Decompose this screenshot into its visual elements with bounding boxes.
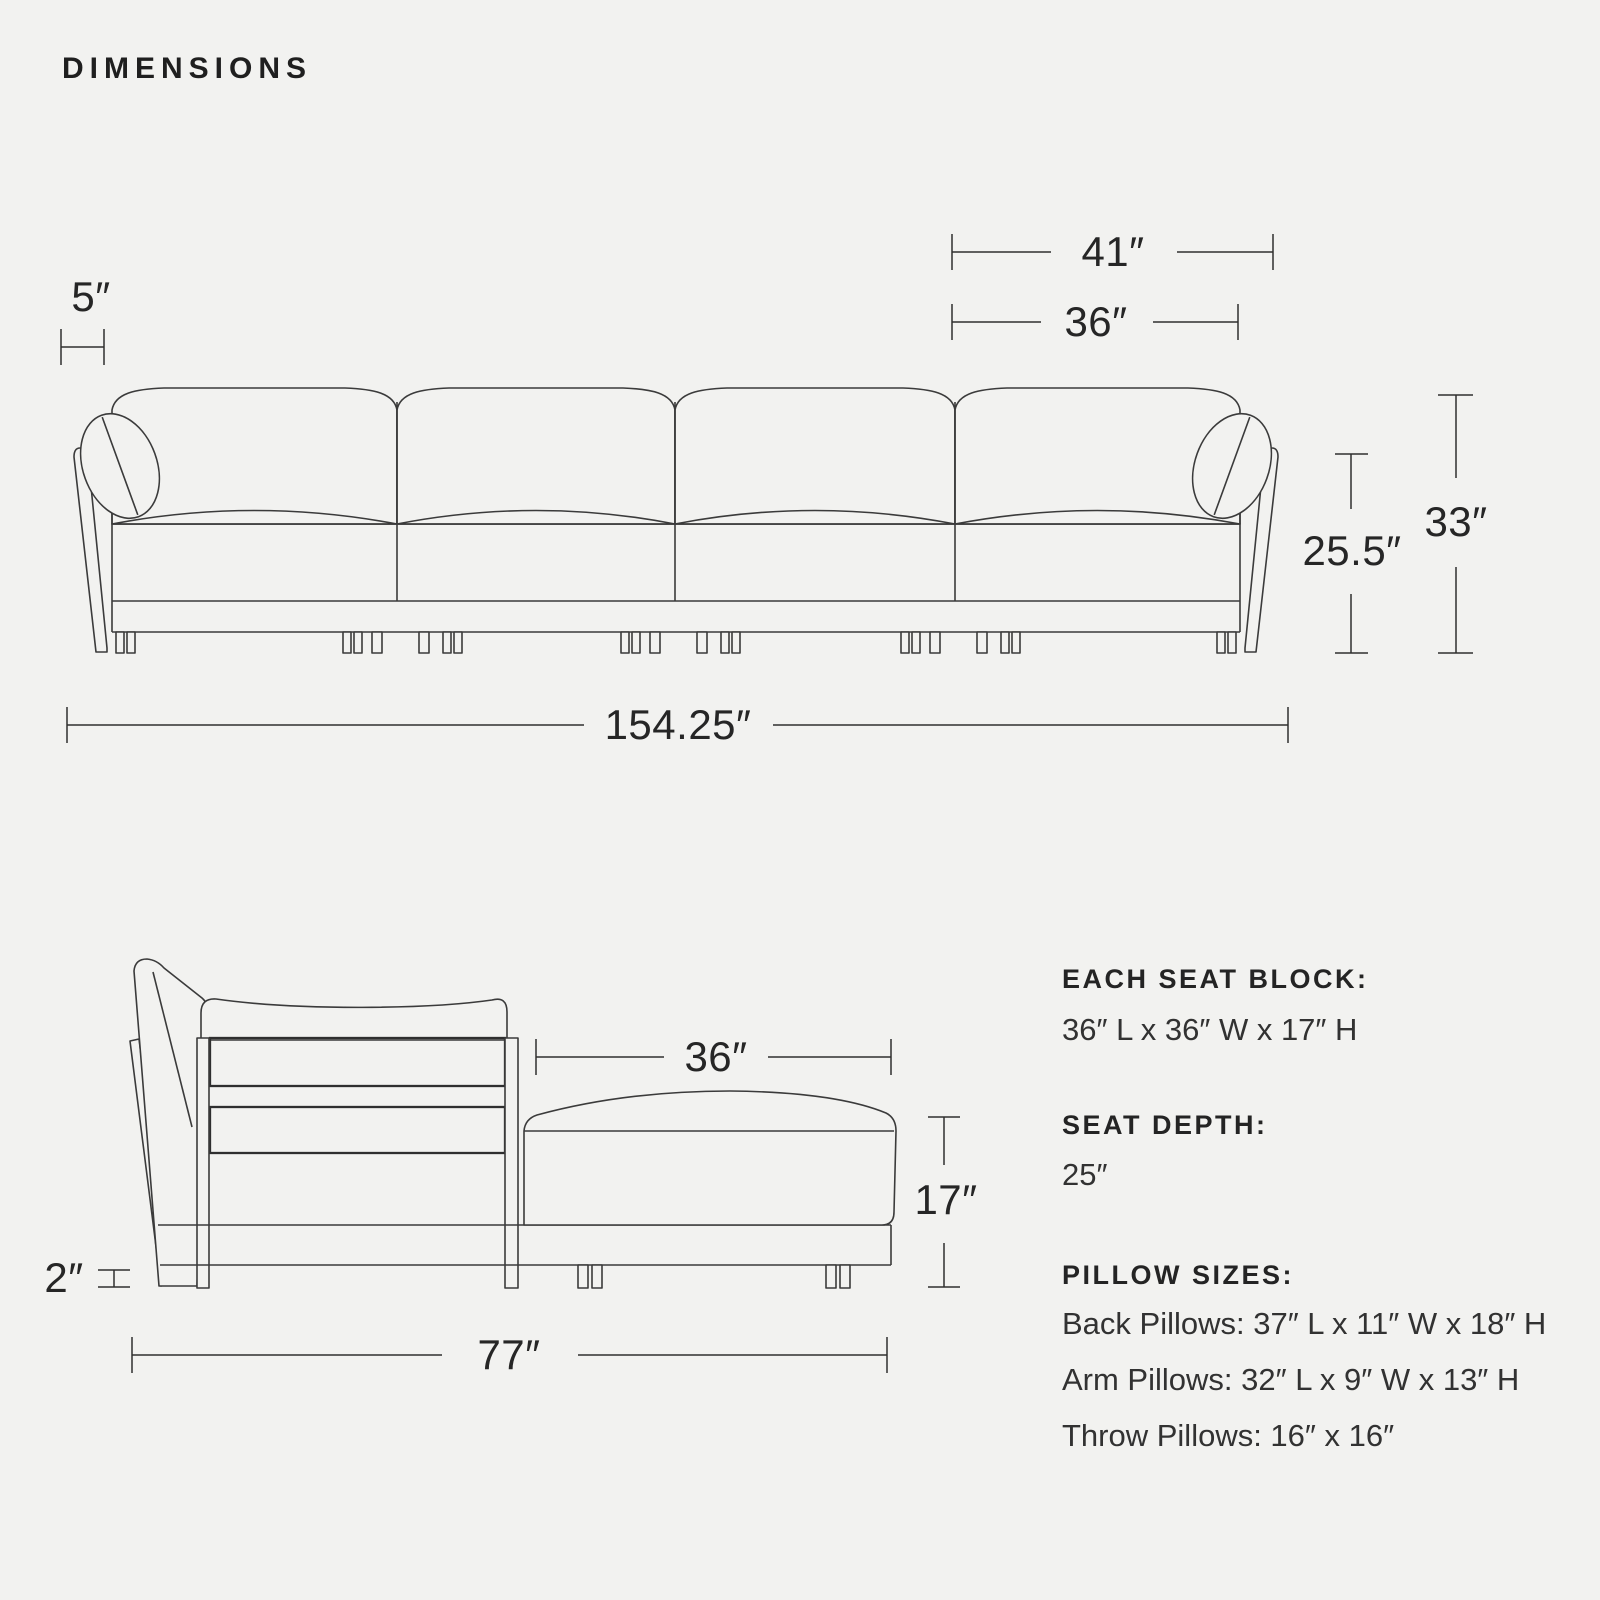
- dim-label-leg-height: 2″: [44, 1254, 84, 1301]
- dim-label-seat-back-height: 25.5″: [1302, 527, 1402, 574]
- side-legs: [578, 1265, 850, 1288]
- page-title: DIMENSIONS: [62, 52, 313, 85]
- chaise-cushion: [524, 1091, 896, 1225]
- spec-heading-pillow-sizes: PILLOW SIZES:: [1062, 1260, 1294, 1290]
- dim-arm-width: [61, 273, 111, 365]
- side-back-cushion: [201, 999, 507, 1040]
- dim-seat-block-length: [536, 1033, 891, 1080]
- spec-value-back-pillows: Back Pillows: 37″ L x 11″ W x 18″ H: [1062, 1306, 1547, 1341]
- dim-leg-height: [44, 1254, 130, 1301]
- dim-label-seat-section-width: 36″: [1064, 298, 1128, 345]
- dim-label-overall-width: 154.25″: [604, 701, 752, 748]
- spec-heading-seat-depth: SEAT DEPTH:: [1062, 1110, 1268, 1140]
- spec-value-throw-pillows: Throw Pillows: 16″ x 16″: [1062, 1418, 1395, 1453]
- side-base-rail: [158, 1225, 891, 1265]
- spec-value-arm-pillows: Arm Pillows: 32″ L x 9″ W x 13″ H: [1062, 1362, 1520, 1397]
- frame-slat-upper: [210, 1038, 505, 1086]
- dim-label-arm-width: 5″: [71, 273, 111, 320]
- dim-overall-depth: [132, 1331, 887, 1378]
- specs-panel: [1062, 0, 1582, 1600]
- dim-seat-height: [914, 1117, 977, 1287]
- frame-slat-lower: [210, 1107, 505, 1153]
- dim-label-seat-height: 17″: [914, 1176, 978, 1223]
- frame-post-right: [505, 1038, 518, 1288]
- dim-label-end-section-width: 41″: [1081, 228, 1145, 275]
- spec-value-seat-depth: 25″: [1062, 1157, 1108, 1192]
- spec-heading-seat-block: EACH SEAT BLOCK:: [1062, 964, 1369, 994]
- side-view-drawing: [130, 959, 896, 1288]
- spec-value-seat-block: 36″ L x 36″ W x 17″ H: [1062, 1012, 1358, 1047]
- frame-post-left: [197, 1038, 209, 1288]
- dim-label-overall-depth: 77″: [477, 1331, 541, 1378]
- dim-label-overall-height: 33″: [1424, 498, 1488, 545]
- dim-label-seat-block-length: 36″: [684, 1033, 748, 1080]
